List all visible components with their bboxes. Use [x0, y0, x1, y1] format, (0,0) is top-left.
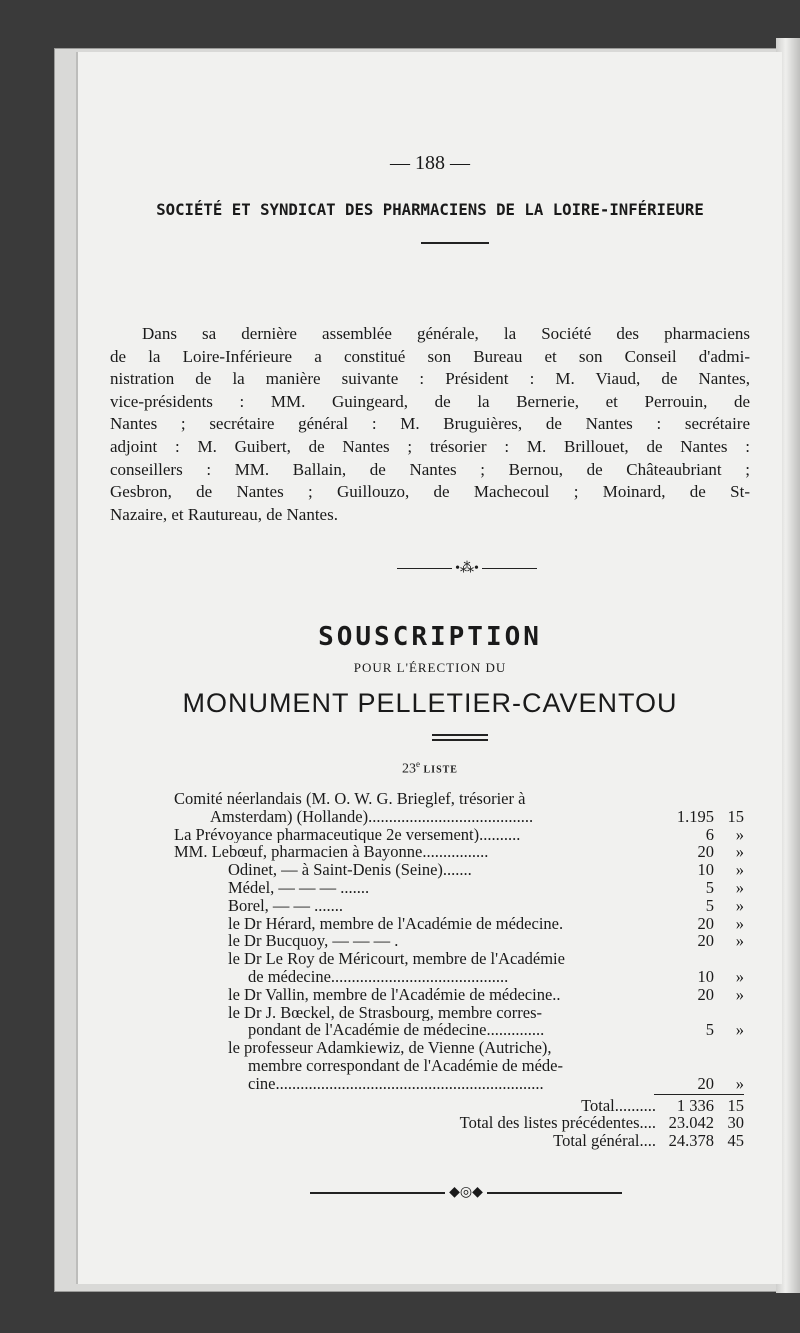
paragraph-line: nistration de la manière suivante : Président : M. Viaud, de Nantes, [110, 369, 750, 389]
total-row [174, 1132, 744, 1150]
entry-text: cine................................................................. [248, 1074, 544, 1093]
entry-amount: 10 [697, 966, 714, 986]
society-paragraph [110, 323, 750, 526]
entry-amount: 5 [705, 1020, 714, 1040]
list-entry [174, 843, 744, 861]
list-entry [174, 861, 744, 879]
title-rule-bottom [432, 739, 488, 741]
ornament-glyph: •⁂• [455, 561, 479, 576]
paragraph-line: Nazaire, et Rautureau, de Nantes. [110, 504, 338, 524]
entry-amount: 5 [705, 895, 714, 915]
entry-cents: » [735, 1020, 744, 1040]
entry-text: MM. Lebœuf, pharmacien à Bayonne................ [174, 843, 489, 862]
entry-text: membre correspondant de l'Académie de méde- [248, 1056, 563, 1075]
total-amount: 1 336 [676, 1095, 714, 1115]
paragraph-line: Dans sa dernière assemblée générale, la Société des pharmaciens [142, 324, 750, 343]
entry-text: Odinet, — à Saint-Denis (Seine)....... [228, 861, 472, 879]
entry-text: Borel, — — ....... [228, 896, 344, 915]
paragraph-line: vice-présidents : MM. Guingeard, de la Bernerie, et Perrouin, de [110, 391, 750, 411]
entry-cents: » [735, 1073, 744, 1093]
list-entry [174, 968, 744, 986]
entry-text: de médecine........................................... [248, 967, 509, 986]
page [76, 52, 782, 1284]
entry-text: le professeur Adamkiewiz, de Vienne (Autriche), [228, 1039, 552, 1057]
total-cents: 45 [727, 1131, 744, 1151]
souscription-title: SOUSCRIPTION [318, 622, 542, 652]
paragraph-line: adjoint : M. Guibert, de Nantes ; trésorier : M. Brillouet, de Nantes : [110, 436, 750, 456]
liste-sup: e [416, 759, 421, 769]
total-row [174, 1114, 744, 1132]
list-entry [174, 790, 744, 808]
entry-text: le Dr Vallin, membre de l'Académie de médecine.. [228, 985, 561, 1004]
entry-cents: » [735, 860, 744, 880]
entry-amount: 10 [697, 860, 714, 880]
paragraph-line: Gesbron, de Nantes ; Guillouzo, de Machecoul ; Moinard, de St- [110, 482, 750, 502]
total-cents: 30 [727, 1113, 744, 1133]
entry-amount [662, 950, 714, 968]
entry-amount: 6 [705, 824, 714, 844]
liste-number: 23 [402, 761, 417, 777]
total-amount: 24.378 [668, 1131, 714, 1151]
entry-cents: » [735, 895, 744, 915]
entry-cents [714, 1039, 744, 1057]
list-entry [174, 1057, 744, 1075]
entry-cents [714, 950, 744, 968]
title-rule-top [432, 734, 488, 736]
entry-text: le Dr Hérard, membre de l'Académie de médecine. [228, 914, 564, 933]
entry-text: Amsterdam) (Hollande)........................................ [210, 807, 534, 826]
list-entry [174, 915, 744, 933]
list-entry [174, 1075, 744, 1093]
total-label: Total général.... [553, 1132, 656, 1150]
entry-amount: 20 [697, 984, 714, 1004]
entry-text: pondant de l'Académie de médecine.............. [248, 1021, 545, 1040]
entry-cents: » [735, 824, 744, 844]
entry-cents [714, 1004, 744, 1022]
entry-cents: » [735, 966, 744, 986]
entry-amount: 20 [697, 842, 714, 862]
list-entry [174, 1004, 744, 1022]
entry-text: Médel, — — — ....... [228, 878, 370, 897]
paragraph-line: de la Loire-Inférieure a constitué son Bureau et son Conseil d'admi- [110, 346, 750, 366]
entry-cents: » [735, 877, 744, 897]
pour-line: POUR L'ÉRECTION DU [353, 660, 507, 675]
entry-amount: 5 [705, 877, 714, 897]
sum-rule [654, 1094, 744, 1095]
entry-text: le Dr Le Roy de Méricourt, membre de l'Académie [228, 950, 565, 968]
entry-text: Comité néerlandais (M. O. W. G. Brieglef, trésorier à [174, 790, 526, 808]
entry-cents [714, 790, 744, 808]
liste-label: LISTE [423, 764, 458, 776]
page-number: — 188 — [390, 152, 470, 174]
entry-amount [662, 1004, 714, 1022]
entry-cents: 15 [727, 806, 744, 826]
total-cents: 15 [727, 1095, 744, 1115]
heading-rule [421, 242, 489, 244]
entry-amount: 1.195 [676, 806, 714, 826]
entry-cents: » [735, 913, 744, 933]
list-entry [174, 897, 744, 915]
total-label: Total.......... [581, 1096, 656, 1115]
list-entry [174, 879, 744, 897]
entry-text: La Prévoyance pharmaceutique 2e versement).......... [174, 825, 521, 844]
end-ornament-glyph: ◆◎◆ [449, 1185, 483, 1200]
list-entry [174, 950, 744, 968]
entry-cents [714, 1057, 744, 1075]
entry-cents: » [735, 931, 744, 951]
liste-heading [78, 759, 782, 778]
entry-text: le Dr Bucquoy, — — — . [228, 932, 399, 951]
paragraph-line: Nantes ; secrétaire général : M. Bruguières, de Nantes : secrétaire [110, 414, 750, 434]
total-label: Total des listes précédentes.... [459, 1114, 656, 1133]
section-ornament [372, 560, 562, 577]
entry-text: le Dr J. Bœckel, de Strasbourg, membre corres- [228, 1003, 543, 1022]
entry-amount: 20 [697, 931, 714, 951]
total-row [174, 1097, 744, 1115]
end-ornament [310, 1184, 622, 1201]
list-entry [174, 808, 744, 826]
entry-cents: » [735, 842, 744, 862]
paragraph-line: conseillers : MM. Ballain, de Nantes ; Bernou, de Châteaubriant ; [110, 459, 750, 479]
society-heading: SOCIÉTÉ ET SYNDICAT DES PHARMACIENS DE LA LOIRE-INFÉRIEURE [156, 200, 704, 219]
subscription-list [174, 790, 744, 1150]
list-entry [174, 1039, 744, 1057]
monument-title: MONUMENT PELLETIER-CAVENTOU [182, 688, 678, 718]
entry-cents: » [735, 984, 744, 1004]
list-entry [174, 986, 744, 1004]
list-entry [174, 1021, 744, 1039]
entry-amount: 20 [697, 913, 714, 933]
list-entry [174, 826, 744, 844]
entry-amount [662, 1057, 714, 1075]
entry-amount: 20 [697, 1073, 714, 1093]
list-entry [174, 932, 744, 950]
entry-amount [662, 1039, 714, 1057]
entry-amount [662, 790, 714, 808]
total-amount: 23.042 [668, 1113, 714, 1133]
